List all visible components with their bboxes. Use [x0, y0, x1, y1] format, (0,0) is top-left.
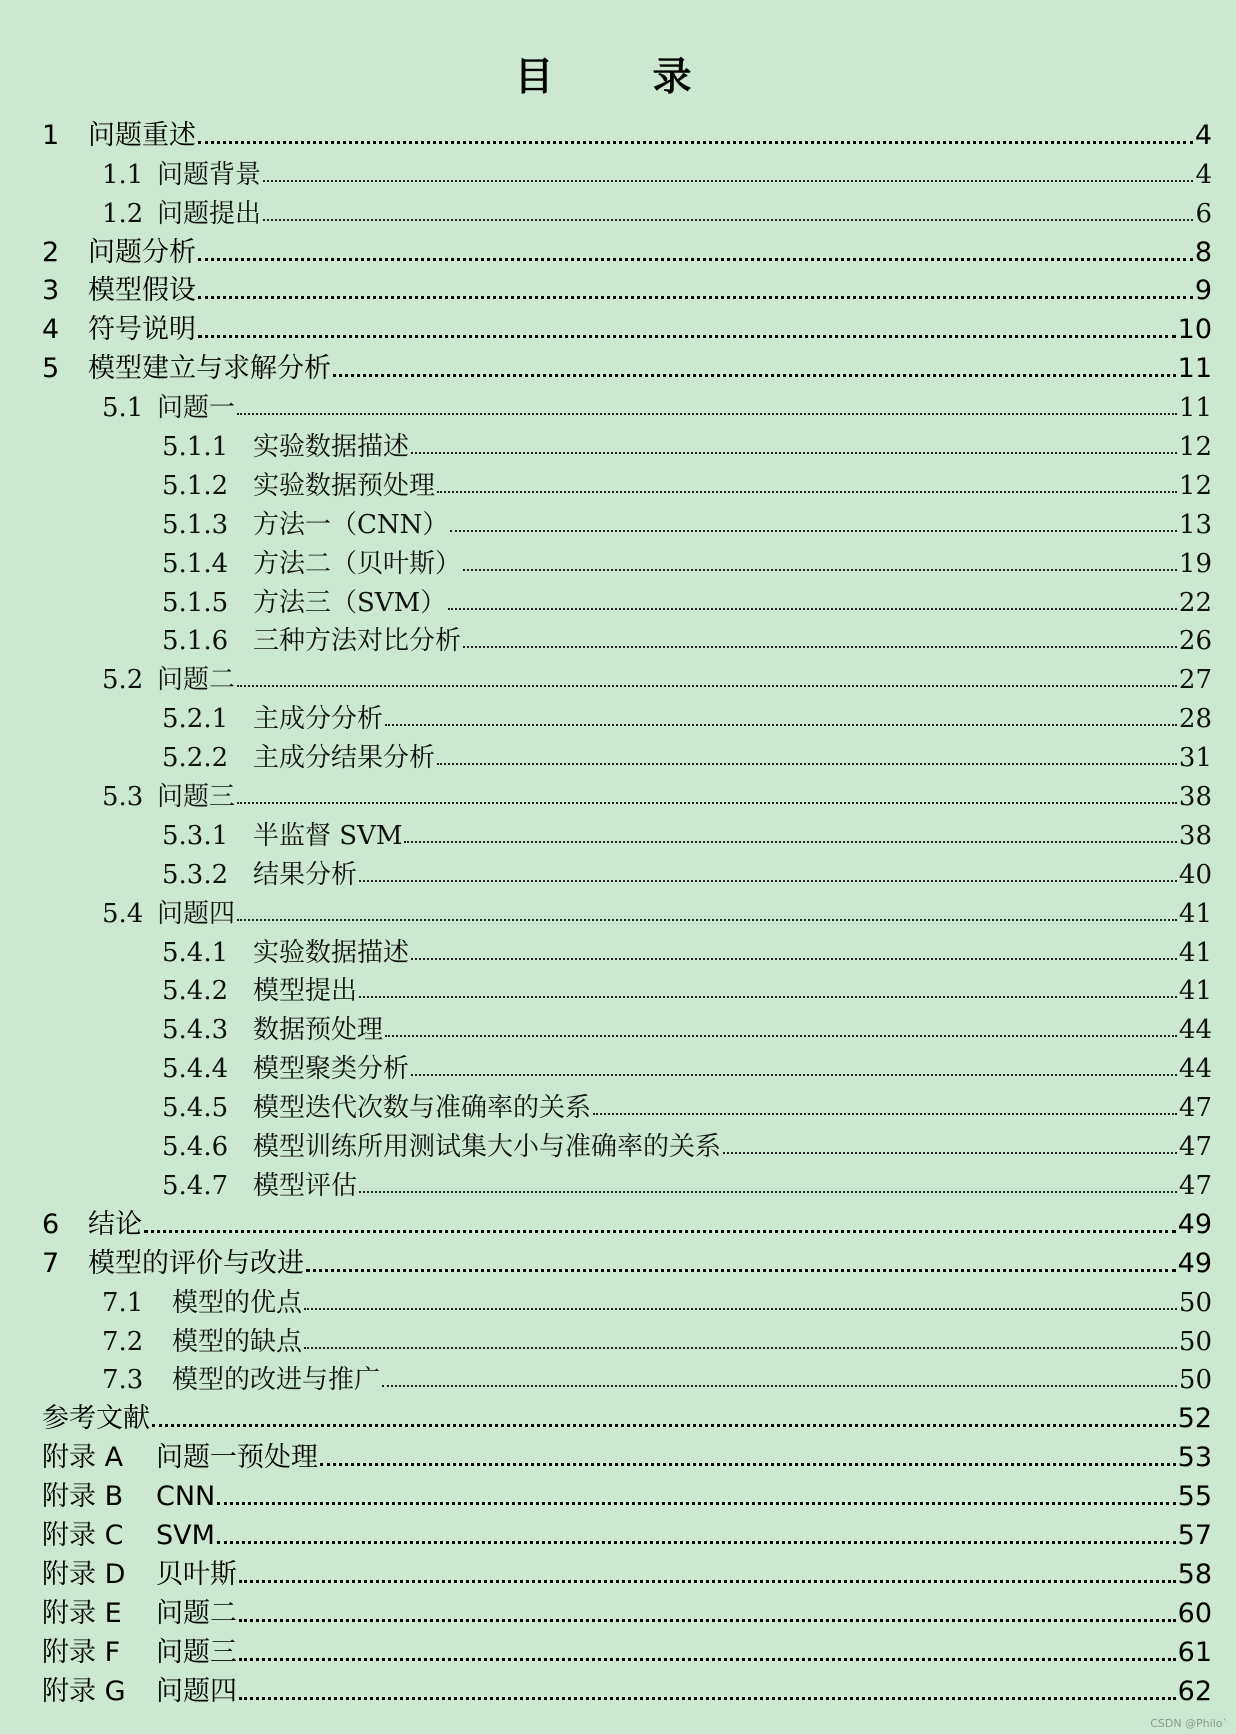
toc-entry-page-number: 12: [1178, 470, 1212, 501]
dot-leader: [385, 724, 1177, 726]
toc-entry-page-number: 50: [1178, 1365, 1212, 1396]
toc-entry-number: 5.4.4: [162, 1054, 229, 1085]
toc-entry-page-number: 38: [1178, 782, 1212, 813]
dot-leader: [463, 569, 1177, 571]
toc-entry-title: 问题一预处理: [156, 1442, 318, 1474]
toc-entry-number: 5.4: [102, 898, 144, 929]
toc-entry-page-number: 41: [1178, 898, 1212, 929]
toc-entry-title: 模型训练所用测试集大小与准确率的关系: [253, 1132, 722, 1163]
toc-entry-number: 5.2.2: [162, 743, 229, 774]
toc-entry[interactable]: [0, 892, 1236, 931]
toc-entry-title: 问题提出: [157, 198, 262, 229]
toc-entry-title: 贝叶斯: [156, 1558, 237, 1590]
toc-entry-page-number: 28: [1178, 704, 1212, 735]
toc-entry-title: 模型评估: [253, 1170, 358, 1201]
toc-entry[interactable]: [0, 231, 1236, 270]
toc-entry-number: 附录 A: [42, 1442, 124, 1474]
toc-entry-page-number: 10: [1177, 314, 1212, 346]
toc-entry-title: 方法二（贝叶斯）: [253, 548, 462, 579]
dot-leader: [144, 1230, 1176, 1233]
toc-entry-page-number: 9: [1194, 275, 1212, 307]
toc-entry[interactable]: [0, 503, 1236, 542]
toc-entry-page-number: 61: [1177, 1636, 1212, 1668]
toc-entry[interactable]: [0, 1436, 1236, 1475]
dot-leader: [463, 646, 1177, 648]
toc-entry[interactable]: [0, 1125, 1236, 1164]
toc-entry-title: 参考文献: [42, 1403, 150, 1435]
toc-entry-number: 5.4.2: [162, 976, 229, 1007]
toc-entry-number: 5.1.6: [162, 626, 229, 657]
table-of-contents: [0, 114, 1236, 1709]
toc-entry[interactable]: [0, 425, 1236, 464]
toc-entry[interactable]: [0, 1047, 1236, 1086]
dot-leader: [382, 1385, 1177, 1387]
toc-entry-title: 方法一（CNN）: [253, 509, 449, 540]
toc-entry-number: 5.3.1: [162, 820, 229, 851]
dot-leader: [723, 1152, 1177, 1154]
toc-entry-page-number: 44: [1178, 1054, 1212, 1085]
toc-entry-page-number: 57: [1177, 1519, 1212, 1551]
dot-leader: [304, 1347, 1177, 1349]
toc-entry-page-number: 26: [1178, 626, 1212, 657]
toc-entry-page-number: 62: [1177, 1675, 1212, 1707]
toc-entry-page-number: 47: [1178, 1093, 1212, 1124]
toc-entry-number: 5: [42, 353, 60, 385]
dot-leader: [320, 1463, 1176, 1466]
dot-leader: [411, 1074, 1177, 1076]
toc-entry-title: SVM: [156, 1519, 215, 1551]
toc-entry-number: 1.2: [102, 198, 144, 229]
toc-entry-page-number: 47: [1178, 1170, 1212, 1201]
toc-entry-number: 5.4.6: [162, 1132, 229, 1163]
watermark: CSDN @Philo`: [1150, 1717, 1228, 1730]
toc-entry-number: 5.4.3: [162, 1015, 229, 1046]
toc-entry-page-number: 4: [1195, 159, 1212, 190]
toc-entry-number: 附录 C: [42, 1519, 124, 1551]
dot-leader: [411, 958, 1177, 960]
toc-entry-title: 实验数据描述: [253, 937, 410, 968]
toc-entry-number: 7.3: [102, 1365, 144, 1396]
toc-entry-title: 主成分结果分析: [253, 743, 436, 774]
toc-entry-title: 问题三: [157, 782, 236, 813]
toc-entry-number: 5.4.7: [162, 1170, 229, 1201]
toc-entry[interactable]: [0, 1086, 1236, 1125]
toc-entry[interactable]: [0, 464, 1236, 503]
toc-entry-page-number: 11: [1178, 393, 1212, 424]
toc-entry-page-number: 60: [1177, 1597, 1212, 1629]
toc-entry-number: 5.4.1: [162, 937, 229, 968]
toc-entry-number: 5.1.2: [162, 470, 229, 501]
toc-entry-page-number: 47: [1178, 1132, 1212, 1163]
toc-entry-number: 4: [42, 314, 60, 346]
toc-entry[interactable]: [0, 1203, 1236, 1242]
toc-entry-number: 5.1.3: [162, 509, 229, 540]
dot-leader: [306, 1269, 1176, 1272]
toc-entry-page-number: 13: [1178, 509, 1212, 540]
dot-leader: [404, 841, 1176, 843]
toc-entry[interactable]: [0, 931, 1236, 970]
toc-entry-title: 数据预处理: [253, 1015, 384, 1046]
toc-entry-number: 附录 D: [42, 1558, 126, 1590]
toc-entry[interactable]: [0, 270, 1236, 309]
toc-entry-page-number: 50: [1178, 1326, 1212, 1357]
toc-entry-title: 结果分析: [253, 859, 358, 890]
toc-entry[interactable]: [0, 1281, 1236, 1320]
toc-entry-title: 问题二: [157, 665, 236, 696]
toc-entry-title: 半监督 SVM: [253, 820, 403, 851]
toc-entry-page-number: 58: [1177, 1558, 1212, 1590]
toc-entry-page-number: 49: [1177, 1247, 1212, 1279]
toc-entry[interactable]: [0, 1242, 1236, 1281]
toc-entry-page-number: 49: [1177, 1208, 1212, 1240]
dot-leader: [217, 1541, 1176, 1544]
toc-entry-number: 5.1: [102, 393, 144, 424]
toc-entry-number: 5.1.1: [162, 432, 229, 463]
page-title: 目 录: [514, 55, 722, 100]
toc-entry-page-number: 50: [1178, 1287, 1212, 1318]
toc-entry-title: 问题重述: [88, 119, 196, 151]
toc-entry[interactable]: [0, 1475, 1236, 1514]
dot-leader: [239, 1658, 1176, 1661]
toc-entry-number: 2: [42, 236, 60, 268]
dot-leader: [237, 413, 1177, 415]
dot-leader: [239, 1580, 1176, 1583]
toc-entry-page-number: 27: [1178, 665, 1212, 696]
dot-leader: [263, 219, 1193, 221]
dot-leader: [359, 1191, 1177, 1193]
toc-entry-title: 问题四: [157, 898, 236, 929]
toc-entry-number: 5.3.2: [162, 859, 229, 890]
toc-entry-page-number: 55: [1177, 1481, 1212, 1513]
toc-entry[interactable]: [0, 853, 1236, 892]
dot-leader: [239, 1619, 1176, 1622]
toc-entry-page-number: 31: [1178, 743, 1212, 774]
toc-entry-number: 附录 E: [42, 1597, 122, 1629]
toc-entry[interactable]: [0, 1397, 1236, 1436]
toc-entry-number: 7: [42, 1247, 60, 1279]
toc-entry-title: 主成分分析: [253, 704, 384, 735]
toc-entry-number: 5.2: [102, 665, 144, 696]
toc-entry-page-number: 40: [1178, 859, 1212, 890]
toc-entry[interactable]: [0, 1514, 1236, 1553]
dot-leader: [198, 335, 1176, 338]
toc-entry[interactable]: [0, 620, 1236, 659]
toc-entry-number: 5.2.1: [162, 704, 229, 735]
dot-leader: [217, 1502, 1175, 1505]
toc-entry[interactable]: [0, 1631, 1236, 1670]
dot-leader: [437, 763, 1177, 765]
toc-entry[interactable]: [0, 1164, 1236, 1203]
toc-entry-title: 问题四: [156, 1675, 237, 1707]
toc-entry-title: 模型建立与求解分析: [88, 353, 331, 385]
dot-leader: [359, 880, 1177, 882]
toc-entry-number: 5.1.5: [162, 587, 229, 618]
dot-leader: [450, 530, 1177, 532]
toc-entry[interactable]: [0, 542, 1236, 581]
toc-entry-number: 附录 B: [42, 1481, 124, 1513]
dot-leader: [198, 258, 1193, 261]
toc-entry-number: 3: [42, 275, 60, 307]
dot-leader: [237, 802, 1177, 804]
toc-entry-title: CNN: [156, 1481, 216, 1513]
toc-entry-title: 模型的缺点: [172, 1326, 303, 1357]
toc-entry[interactable]: [0, 308, 1236, 347]
toc-entry[interactable]: [0, 581, 1236, 620]
toc-entry-page-number: 41: [1178, 976, 1212, 1007]
toc-entry-title: 模型假设: [88, 275, 196, 307]
dot-leader: [263, 180, 1193, 182]
dot-leader: [152, 1424, 1176, 1427]
toc-entry-number: 附录 G: [42, 1675, 126, 1707]
toc-entry[interactable]: [0, 697, 1236, 736]
dot-leader: [237, 685, 1177, 687]
dot-leader: [198, 296, 1193, 299]
toc-entry[interactable]: [0, 1553, 1236, 1592]
toc-entry-page-number: 53: [1177, 1442, 1212, 1474]
toc-entry-title: 模型提出: [253, 976, 358, 1007]
toc-entry-number: 附录 F: [42, 1636, 121, 1668]
toc-entry[interactable]: [0, 736, 1236, 775]
toc-entry-number: 1: [42, 119, 60, 151]
dot-leader: [385, 1035, 1177, 1037]
toc-entry-title: 问题二: [156, 1597, 237, 1629]
toc-entry-number: 1.1: [102, 159, 144, 190]
toc-entry[interactable]: [0, 970, 1236, 1009]
toc-entry[interactable]: [0, 1008, 1236, 1047]
toc-entry[interactable]: [0, 114, 1236, 153]
toc-entry-number: 5.3: [102, 782, 144, 813]
toc-entry-title: 问题一: [157, 393, 236, 424]
toc-entry-number: 6: [42, 1208, 60, 1240]
toc-entry-number: 5.1.4: [162, 548, 229, 579]
dot-leader: [448, 608, 1177, 610]
toc-entry[interactable]: [0, 1670, 1236, 1709]
toc-entry[interactable]: [0, 1359, 1236, 1398]
toc-entry-page-number: 19: [1178, 548, 1212, 579]
toc-entry-title: 方法三（SVM）: [253, 587, 447, 618]
toc-entry[interactable]: [0, 1320, 1236, 1359]
toc-entry-page-number: 44: [1178, 1015, 1212, 1046]
toc-entry-title: 模型聚类分析: [253, 1054, 410, 1085]
dot-leader: [198, 141, 1193, 144]
dot-leader: [239, 1697, 1176, 1700]
toc-entry-page-number: 11: [1177, 353, 1212, 385]
toc-entry-number: 5.4.5: [162, 1093, 229, 1124]
toc-entry-page-number: 12: [1178, 432, 1212, 463]
toc-entry-page-number: 52: [1177, 1403, 1212, 1435]
toc-entry-page-number: 4: [1194, 119, 1212, 151]
toc-entry-page-number: 22: [1178, 587, 1212, 618]
toc-entry-title: 模型的改进与推广: [172, 1365, 381, 1396]
toc-entry-title: 模型的优点: [172, 1287, 303, 1318]
toc-entry[interactable]: [0, 1592, 1236, 1631]
toc-entry[interactable]: [0, 658, 1236, 697]
dot-leader: [411, 452, 1177, 454]
toc-entry-title: 符号说明: [88, 314, 196, 346]
toc-entry-title: 模型的评价与改进: [88, 1247, 304, 1279]
toc-entry[interactable]: [0, 153, 1236, 192]
toc-entry-title: 实验数据预处理: [253, 470, 436, 501]
toc-entry[interactable]: [0, 814, 1236, 853]
toc-entry-title: 问题背景: [157, 159, 262, 190]
toc-entry-page-number: 8: [1194, 236, 1212, 268]
toc-entry-title: 问题三: [156, 1636, 237, 1668]
toc-entry-title: 实验数据描述: [253, 432, 410, 463]
toc-entry-page-number: 6: [1195, 198, 1212, 229]
toc-entry-title: 三种方法对比分析: [253, 626, 462, 657]
toc-entry-title: 结论: [88, 1208, 142, 1240]
dot-leader: [593, 1113, 1177, 1115]
toc-entry[interactable]: [0, 192, 1236, 231]
dot-leader: [304, 1308, 1177, 1310]
toc-entry-title: 问题分析: [88, 236, 196, 268]
dot-leader: [333, 374, 1176, 377]
dot-leader: [359, 996, 1177, 998]
toc-entry-page-number: 41: [1178, 937, 1212, 968]
toc-entry[interactable]: [0, 386, 1236, 425]
toc-entry[interactable]: [0, 775, 1236, 814]
toc-entry[interactable]: [0, 347, 1236, 386]
toc-entry-page-number: 38: [1178, 820, 1212, 851]
toc-entry-title: 模型迭代次数与准确率的关系: [253, 1093, 592, 1124]
toc-entry-number: 7.1: [102, 1287, 144, 1318]
dot-leader: [237, 919, 1177, 921]
toc-entry-number: 7.2: [102, 1326, 144, 1357]
dot-leader: [437, 491, 1177, 493]
